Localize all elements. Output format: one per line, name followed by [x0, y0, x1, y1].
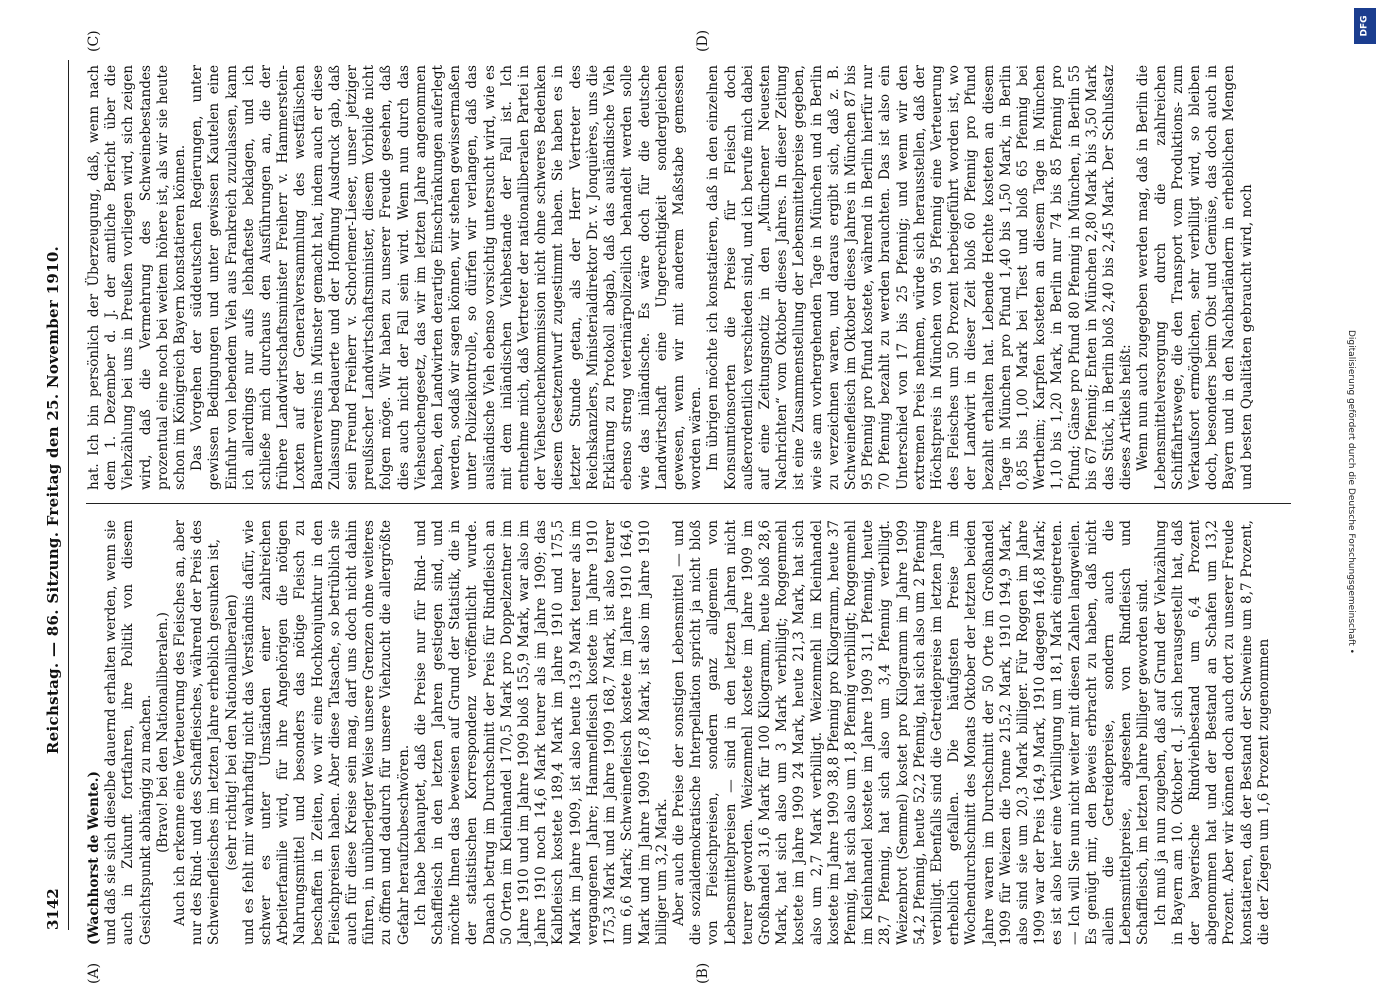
interjection: (sehr richtig! bei den Nationalliberalen) [223, 594, 240, 871]
header-rule [68, 60, 69, 930]
paragraph: Im übrigen möchte ich konstatieren, daß in den einzelnen Konsumtionsorten die Preise für Fleisch doch außerordentlich verschieden sind, und ich berufe mich dabei auf eine Zeitungsnotiz in den „Münchener Neuesten Nachrichten“ vom Oktober dieses Jahres. In dieser Zeitung ist eine Zusammenstellung der Lebensmittelpreise gegeben, wie sie am vorhergehenden Tage in München und in Berlin zu verzeichnen waren, und daraus ergibt sich, daß z. B. Schweinefleisch im Oktober dieses Jahres in München 87 bis 95 Pfennig pro Pfund kostete, während in Berlin hierfür nur 70 Pfennig bezahlt zu werden brauchten. Das ist also ein Unterschied von 17 bis 25 Pfennig; und wenn wir den extremen Preis nehmen, würde sich herausstellen, daß der Höchstpreis in München von 95 Pfennig eine Verteuerung des Fleisches um 50 Prozent herbeigeführt worden ist, wo der Landwirt in dieser Zeit bloß 60 Pfennig pro Pfund bezahlt erhalten hat. Lebende Hechte kosteten an diesem Tage in München pro Pfund 1,40 bis 1,50 Mark, in Berlin 0,85 bis 1,00 Mark bei Tiest und bloß 65 Pfennig bei Wertheim; Karpfen kosteten an diesem Tage in München 1,10 bis 1,20 Mark, in Berlin nur 74 bis 85 Pfennig pro Pfund; Gänse pro Pfund 80 Pfennig in München, in Berlin 55 bis 67 Pfennig; Enten in München 2,80 Mark bis 3,50 Mark das Stück, in Berlin bloß 2,40 bis 2,45 Mark. Der Schlußsatz dieses Artikels heißt: [705, 65, 1135, 490]
digitization-credit: Digitalisierung gefördert durch die Deutsche Forschungsgemeinschaft • [1346, 330, 1356, 654]
interjection: (Bravo! bei den Nationalliberalen.) [154, 612, 171, 853]
dfg-logo [1354, 8, 1376, 44]
margin-mark-d: (D) [695, 29, 711, 52]
quoted-paragraph: Wenn nun auch zugegeben werden mag, daß in Berlin die Lebensmittelversorgung durch die zahlreichen Schiffahrtswege, die den Transport vom Produktions- zum Verkaufsort ermöglichen, sehr verbilligt wird, so bleiben doch, besonders beim Obst und Gemüse, das doch auch in Bayern und in den Nachbarländern in erheblichen Mengen und besten Qualitäten gebraucht wird, noch [1135, 65, 1255, 490]
paragraph: Aber auch die Preise der sonstigen Lebensmittel — und die sozialdemokratische Interpellation spricht ja nicht bloß von Fleischpreisen, sondern ganz allgemein von Lebensmittelpreisen — sind in den letzten Jahren nicht teurer geworden. Weizenmehl kostete im Jahre 1909 im Großhandel 31,6 Mark für 100 Kilogramm, heute bloß 28,6 Mark, hat sich also um 3 Mark verbilligt; Roggenmehl kostete im Jahre 1909 24 Mark, heute 21,3 Mark, hat sich also um 2,7 Mark verbilligt. Weizenmehl im Kleinhandel kostete im Jahre 1909 38,8 Pfennig pro Kilogramm, heute 37 Pfennig, hat sich also um 1,8 Pfennig verbilligt; Roggenmehl im Kleinhandel kostete im Jahre 1909 31,1 Pfennig, heute 28,7 Pfennig, hat sich also um 3,4 Pfennig verbilligt. Weizenbrot (Semmel) kostet pro Kilogramm im Jahre 1909 54,2 Pfennig, heute 52,2 Pfennig, hat sich also um 2 Pfennig verbilligt. Ebenfalls sind die Getreidepreise im letzten Jahre erheblich gefallen. Die häufigsten Preise im Wochendurchschnitt des Monats Oktober der letzten beiden Jahre waren im Durchschnitt der 50 Orte im Großhandel 1909 für Weizen die Tonne 215,2 Mark, 1910 194,9 Mark, also sind sie um 20,3 Mark billiger. Für Roggen im Jahre 1909 war der Preis 164,9 Mark, 1910 dagegen 146,8 Mark; es ist also hier eine Verbilligung um 18,1 Mark eingetreten. — Ich will Sie nun nicht weiter mit diesen Zahlen langweilen. Es genügt mir, den Beweis erbracht zu haben, daß nicht allein die Getreidepreise, sondern auch die Lebensmittelpreise, abgesehen von Rindfleisch und Schaffleisch, im letzten Jahre billiger geworden sind. [670, 520, 1152, 945]
right-column [86, 65, 1256, 490]
margin-mark-b: (B) [695, 962, 711, 984]
page-number: 3142 [44, 888, 62, 930]
paragraph: hat. Ich bin persönlich der Überzeugung, daß, wenn nach dem 1. Dezember d. J. der amtliche Bericht über die Viehzählung bei uns in Preußen vorliegen wird, sich zeigen wird, daß die Vermehrung des Schweinebestandes prozentual eine noch bei weitem höhere ist, als wir sie heute schon im Königreich Bayern konstatieren können. [86, 65, 189, 490]
speaker-tag: (Wachhorst de Wente.) [86, 771, 102, 945]
session-line: Reichstag. — 86. Sitzung. Freitag den 25. November 1910. [44, 245, 62, 755]
paragraph: und daß sie sich dieselbe dauernd erhalten werden, wenn sie auch in Zukunft fortfahren, ihre Politik von diesem Gesichtspunkt abhängig zu machen. [103, 520, 154, 945]
margin-mark-c: (C) [86, 30, 102, 52]
paragraph: Auch ich erkenne eine Verteuerung des Fleisches an, aber nur des Rind- und des Schaffleisches, während der Preis des Schweinefleisches im letzten Jahre erheblich gesunken ist, [172, 520, 223, 945]
paragraph: und es fehlt mir wahrhaftig nicht das Verständnis dafür, wie schwer es unter Umständen einer zahlreichen Arbeiterfamilie wird, für ihre Angehörigen die nötigen Nahrungsmittel und besonders das nötige Fleisch zu beschaffen in Zeiten, wo wir eine Hochkonjunktur in den Fleischpreisen haben. Aber diese Tatsache, so betrüblich sie auch für diese Kreise sein mag, darf uns doch nicht dahin führen, in unüberlegter Weise unsere Grenzen ohne weiteres zu öffnen und dadurch für unsere Viehzucht die allergrößte Gefahr heraufzubeschwören. [240, 520, 412, 945]
margin-mark-a: (A) [86, 962, 102, 984]
paragraph: Ich muß ja nun zugeben, daß auf Grund der Viehzählung in Bayern am 10. Oktober d. J. sich herausgestellt hat, daß der bayerische Rindviehbestand um 6,4 Prozent abgenommen hat und der Bestand an Schafen um 13,2 Prozent. Aber wir können doch auch dort zu unserer Freude konstatieren, daß der Bestand der Schweine um 8,7 Prozent, die der Ziegen um 1,6 Prozent zugenommen [1152, 520, 1272, 945]
paragraph: Ich habe behauptet, daß die Preise nur für Rind- und Schaffleisch in den letzten Jahren gestiegen sind, und möchte Ihnen das beweisen auf Grund der Statistik, die in der statistischen Korrespondenz veröffentlicht wurde. Danach betrug im Durchschnitt der Preis für Rindfleisch an 50 Orten im Kleinhandel 170,5 Mark pro Doppelzentner im Jahre 1910 und im Jahre 1909 bloß 155,9 Mark, war also im Jahre 1910 noch 14,6 Mark teurer als im Jahre 1909; das Kalbfleisch kostete 189,4 Mark im Jahre 1910 und 175,5 Mark im Jahre 1909, ist also heute 13,9 Mark teurer als im vergangenen Jahre; Hammelfleisch kostete im Jahre 1910 175,3 Mark und im Jahre 1909 168,7 Mark, ist also teurer um 6,6 Mark; Schweinefleisch kostete im Jahre 1910 164,6 Mark und im Jahre 1909 167,8 Mark, ist also im Jahre 1910 billiger um 3,2 Mark. [412, 520, 670, 945]
page-header [44, 40, 68, 960]
dfg-logo-text: DFG [1359, 15, 1370, 37]
paragraph: Das Vorgehen der süddeutschen Regierungen, unter gewissen Bedingungen und unter gewissen Kautelen eine Einfuhr von lebendem Vieh aus Frankreich zuzulassen, kann ich allerdings nur aufs lebhafteste beklagen, und ich schließe mich durchaus den Ausführungen an, die der frühere Landwirtschaftsminister Freiherr v. Hammerstein-Loxten auf der Generalversammlung des westfälischen Bauernvereins in Münster gemacht hat, indem auch er diese Zulassung bedauerte und der Hoffnung Ausdruck gab, daß sein Freund Freiherr v. Schorlemer-Lieser, unser jetziger preußischer Landwirtschaftsminister, diesem Vorbilde nicht folgen möge. Wir haben zu unserer Freude gesehen, daß dies auch nicht der Fall sein wird. Wenn nun durch das Viehseuchengesetz, das wir im letzten Jahre angenommen haben, den Landwirten derartige Einschränkungen auferlegt werden, sodaß wir sagen können, wir stehen gewissermaßen unter Polizeikontrolle, so dürfen wir verlangen, daß das ausländische Vieh ebenso vorsichtig untersucht wird, wie es mit dem inländischen Viehbestande der Fall ist. Ich entnehme mich, daß Vertreter der nationalliberalen Partei in der Viehseuchenkommission nicht ohne schweres Bedenken diesem Gesetzentwurf zugestimmt haben. Sie haben es in letzter Stunde getan, als der Herr Vertreter des Reichskanzlers, Ministerialdirektor Dr. v. Jonquières, uns die Erklärung zu Protokoll abgab, daß das ausländische Vieh ebenso streng veterinärpolizeilich behandelt werden solle wie das inländische. Es wäre doch für die deutsche Landwirtschaft eine Ungerechtigkeit sondergleichen gewesen, wenn wir mit anderem Maßstabe gemessen worden wären. [189, 65, 705, 490]
column-divider [86, 503, 1291, 504]
left-column [86, 520, 1273, 945]
